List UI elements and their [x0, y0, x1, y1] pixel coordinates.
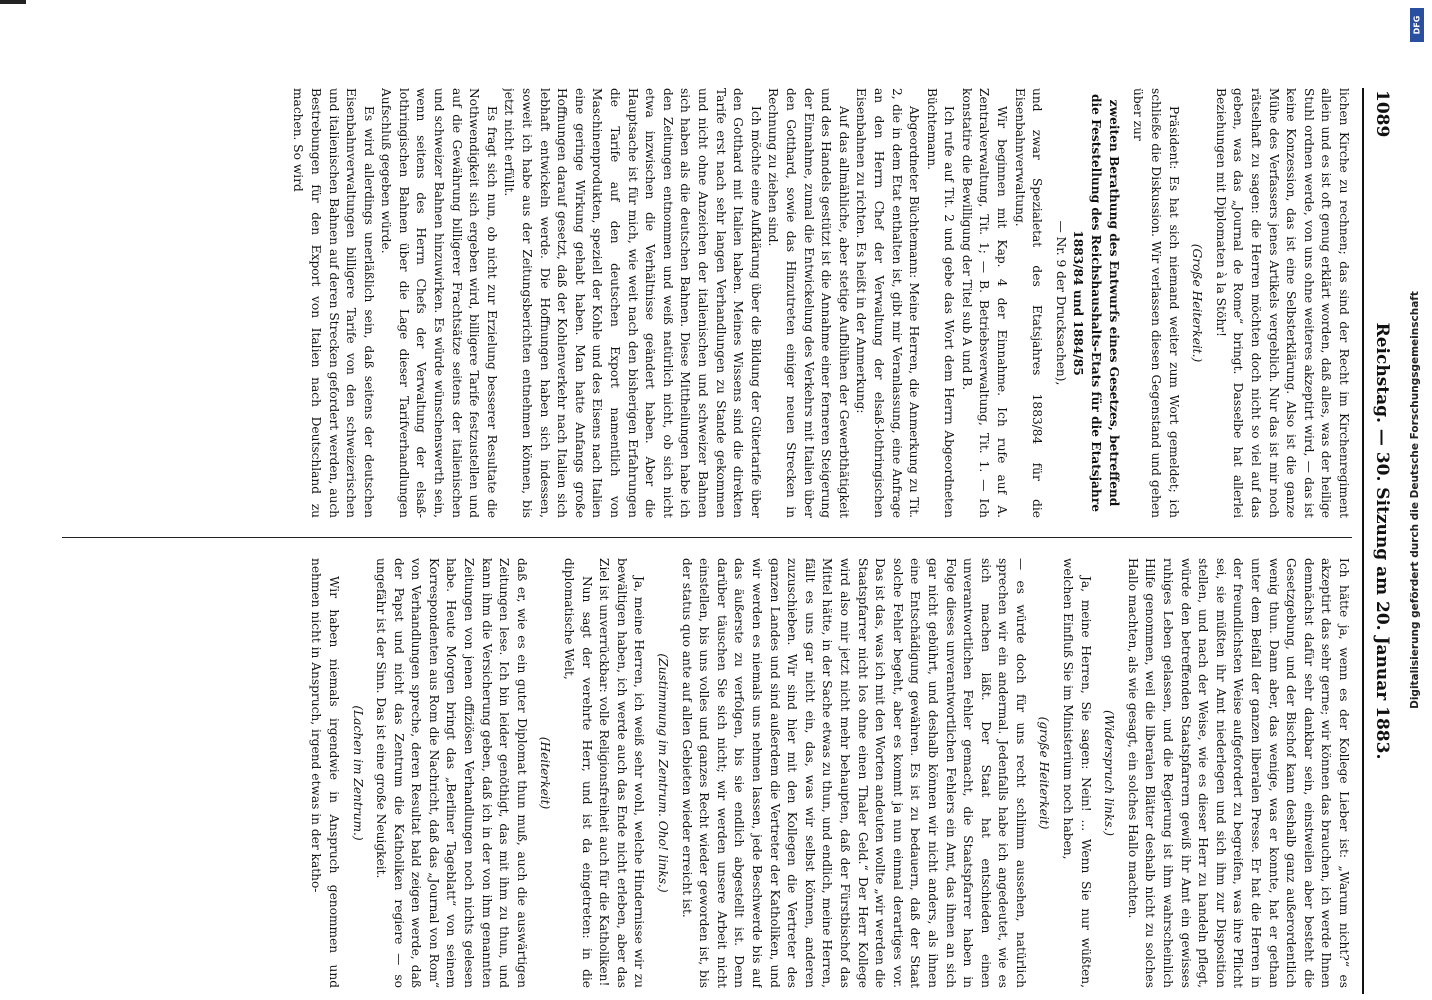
quoted-annotation: Auf das allmähliche, aber stetige Aufblühen der Gewerbthätigkeit und des Handels gestützt ist die Annahme einer ferneren Steigerung der Einnahme, zumal die Entwickelung des Verkehrs mit Italien über den Gotthard, sowie das Hinzutreten einiger neuen Strecken in Rechnung zu ziehen sind. — [766, 88, 851, 518]
paragraph: Nun sagt der verehrte Herr, und ist da eingetreten: in die diplomatische Welt, — [562, 558, 594, 988]
page-header — [1362, 88, 1398, 994]
paragraph-president: Präsident: Es hat sich niemand weiter zum Wort gemeldet; ich schließe die Diskussion. Wir verlassen diesen Gegenstand und gehen über zur — [1131, 88, 1181, 518]
paragraph: Es fragt sich nun, ob nicht zur Erzielung besserer Resultate die Nothwendigkeit sich ergeben wird, billigere Tarife festzustellen und auf die Gewährung billigerer Frachtsätze seitens der italienischen und schweizer Bahnen hinzuwirken. Es würde wünschenswerth sein, wenn seitens des Herrn Chefs der Verwaltung der elsaß-lothringischen Bahnen über die Lage dieser Tarifverhandlungen Aufschluß gegeben würde. — [379, 88, 499, 518]
section-title: zweiten Berathung des Entwurfs eines Gesetzes, betreffend die Feststellung des Reichshaushalts-Etats für die Etatsjahre 1883/84 und 1884/85 — [1070, 94, 1121, 512]
digitization-credit: Digitalisierung gefördert durch die Deutsche Forschungsgemeinschaft — [1409, 291, 1421, 709]
column-left — [52, 558, 1352, 988]
reaction-note: (große Heiterkeit) — [1037, 716, 1052, 830]
column-right — [52, 88, 1352, 518]
page-title: Reichstag. — 30. Sitzung am 20. Januar 1883. — [1372, 322, 1392, 760]
dfg-logo — [1410, 8, 1424, 42]
paragraph: lichen Kirche zu rechnen; das sind der Recht im Kirchenregiment allein und es ist oft genug erklärt worden, daß alles, was der heilige Stuhl ordnen werde, von uns ohne weiteres akzeptirt wird, — das ist keine Konzession, das ist eine Selbsterklärung. Also ist die ganze Mühe des Verfassers jenes Artikels vergeblich. Nur das ist mir noch rätselhaft zu sagen: die Herren möchten doch nicht so viel auf das geben, was das „Journal de Rome“ bringt. Dasselbe hat allerlei Beziehungen mit Diplomaten à la Stöhr! — [1213, 88, 1351, 518]
paragraph: daß er, wie es ein guter Diplomat thun muß, auch die auswärtigen Zeitungen lese. Ich bin leider genöthigt, das mit ihm zu thun, und kann ihm die Versicherung geben, daß ich in der von ihm genannten Zeitungen von jenen offiziösen Verhandlungen noch nichts gelesen habe. Heute Morgen bringt das „Berliner Tageblatt“ von seinem Korrespondenten aus Rom die Nachricht, daß das „Journal von Rom“ von Verhandlungen spreche, deren Resultat bald zeigen werde, daß der Papst und nicht das Zentrum die Katholiken regiere — so ungefähr ist der Sinn. Das ist eine große Neuigkeit. — [374, 558, 529, 988]
paragraph: und zwar Spezialetat des Etatsjahres 1883/84 für die Eisenbahnverwaltung. — [1012, 88, 1045, 518]
dfg-logo-label: DFG — [1412, 15, 1422, 35]
paragraph: Wir beginnen mit Kap. 4 der Einnahme. Ich rufe auf A. Zentralverwaltung, Tit. 1; — B. Betriebsverwaltung, Tit. 1. — Ich konstatire die Bewilligung der Titel sub A und B. — [959, 88, 1010, 518]
reaction-note: (Heiterkeit) — [538, 736, 553, 810]
scan-edge-mark — [0, 0, 26, 4]
paragraph: Es wird allerdings unerläßlich sein, daß seitens der deutschen Eisenbahnverwaltungen billigere Tarife von den schweizerischen und italienischen Bahnen auf deren Strecken gefordert werden, auch Bestrebungen für den Export von Italien nach Deutschland zu machen. So wird — [291, 88, 376, 518]
paragraph: Wir haben niemals irgendwie in Anspruch genommen und nehmen nicht in Anspruch, irgend etwas in der katho- — [309, 558, 341, 988]
paragraph: Ja, meine Herren, Sie sagen: Nein! ... Wenn Sie nur wüßten, welchen Einfluß Sie im Ministerium noch haben, — [1061, 558, 1093, 988]
paragraph: Ich rufe auf Tit. 2 und gebe das Wort dem Herrn Abgeordneten Büchtemann. — [924, 88, 957, 518]
reaction-note: (Zustimmung im Zentrum. Oho! links.) — [656, 653, 671, 893]
section-subtitle: — Nr. 9 der Drucksachen), — [1053, 220, 1068, 386]
column-divider — [62, 537, 1352, 538]
rotated-newspaper-page — [38, 88, 1398, 994]
page-number: 1089 — [1372, 90, 1392, 138]
paragraph: — es würde doch für uns recht schlimm aussehen, natürlich sprechen wir ein andermal. Jedenfalls habe ich angedeutet, wie es sich machen läßt. Der Staat hat entschieden einen unverantwortlichen Fehler gemacht, die Staatspfarrer haben in Folge dieses unverantwortlichen Fehlers ein Amt, das ihnen an sich gar nicht gebührt, und deshalb können wir nicht anders, als ihnen eine Entschädigung gewähren. Es ist zu bedauern, daß der Staat solche Fehler begeht, aber es kommt ja nun einmal derartiges vor. Das ist das, was ich mit den Worten andeuten wollte „wir werden die Staatspfarrer nicht los ohne einen Thaler Geld.“ Der Herr Kollege wird also mir jetzt nicht mehr behaupten, daß der Fürstbischof das Mittel hätte, in der Sache etwas zu thun, und endlich, meine Herren, fällt es uns gar nicht ein, das, was wir selbst können, anderen zuzuschieben. Wir sind hier mit den Kollegen die Vertreter des ganzen Landes und sind außerdem die Vertreter der Katholiken, und wir werden es niemals uns nehmen lassen, jede Beschwerde bis auf das äußerste zu verfolgen, bis sie endlich abgestellt ist. Denn darüber täuschen Sie sich nicht; wir werden unsere Arbeit nicht einstellen, bis uns volles und ganzes Recht wieder geworden ist, bis der status quo ante auf allen Gebieten wieder erreicht ist. — [679, 558, 1028, 988]
reaction-note: (Große Heiterkeit.) — [1190, 243, 1205, 363]
reaction-note: (Lachen im Zentrum.) — [350, 705, 365, 841]
paragraph: Ja, meine Herren, ich weiß sehr wohl, welche Hindernisse wir zu bewältigen haben, ich werde auch das Ende nicht erleben, aber das Ziel ist unverrückbar: volle Religionsfreiheit auch für die Katholiken! — [597, 558, 647, 988]
reaction-note: (Widerspruch links.) — [1102, 710, 1117, 836]
paragraph: Ich hätte ja, wenn es der Kollege Lieber ist: „Warum nicht?“ es akzeptirt das sehr gerne; wir können das brauchen, ich werde Ihnen demnächst dafür sehr dankbar sein, einstweilen aber besteht die Gesetzgebung, und der Bischof kann deshalb ganz außerordentlich wenig thun. Dann aber, das wenige, was er konnte, hat er gethan unter dem Beifall der ganzen liberalen Presse. Er hat die Herren in der freundlichsten Weise aufgefordert zu begreifen, was ihre Pflicht sei, sie müßten ihr Amt niederlegen und sich ihm zur Disposition stellen, und nach der Weise, wie es dieser Herr zu handeln pflegt, würde den betreffenden Staatspfarrern gewiß ihr Amt ein gewisses ruhiges Leben gelassen, und die Regierung ist ihm wahrscheinlich Hilfe genommen, weil die liberalen Blätter deshalb nicht zu solches Hallo machten, als wie gesagt, ein solches Hallo machten. — [1125, 558, 1351, 988]
paragraph-speaker: Abgeordneter Büchtemann: Meine Herren, die Anmerkung zu Tit. 2, die in dem Etat enthalten ist, gibt mir Veranlassung, eine Anfrage an den Herrn Chef der Verwaltung der elsaß-lothringischen Eisenbahnen zu richten. Es heißt in der Anmerkung: — [854, 88, 922, 518]
paragraph: Ich möchte eine Aufklärung über die Bildung der Gütertarife über den Gotthard mit Italien haben. Meines Wissens sind die direkten Tarife erst nach sehr langen Verhandlungen zu Stande gekommen und nicht ohne Anzeichen der italienischen und schweizer Bahnen sich haben als die deutschen Bahnen. Diese Mittheilungen habe ich den Zeitungen entnommen und weiß natürlich nicht, ob sich nicht etwa inzwischen die Verhältnisse geändert haben. Aber die Hauptsache ist für mich, wie weit nach den bisherigen Erfahrungen die Tarife auf den deutschen Export namentlich von Maschinenprodukten, speziell der Kohle und des Eisens nach Italien eine geringe Wirkung gehabt haben. Man hatte Anfangs große Hoffnungen darauf gesetzt, daß der Kohlenverkehr nach Italien sich lebhaft entwickeln werde. Die Hoffnungen haben sich indessen, soweit ich habe aus der Zeitungsberichten entnehmen können, bis jetzt nicht erfüllt. — [502, 88, 763, 518]
